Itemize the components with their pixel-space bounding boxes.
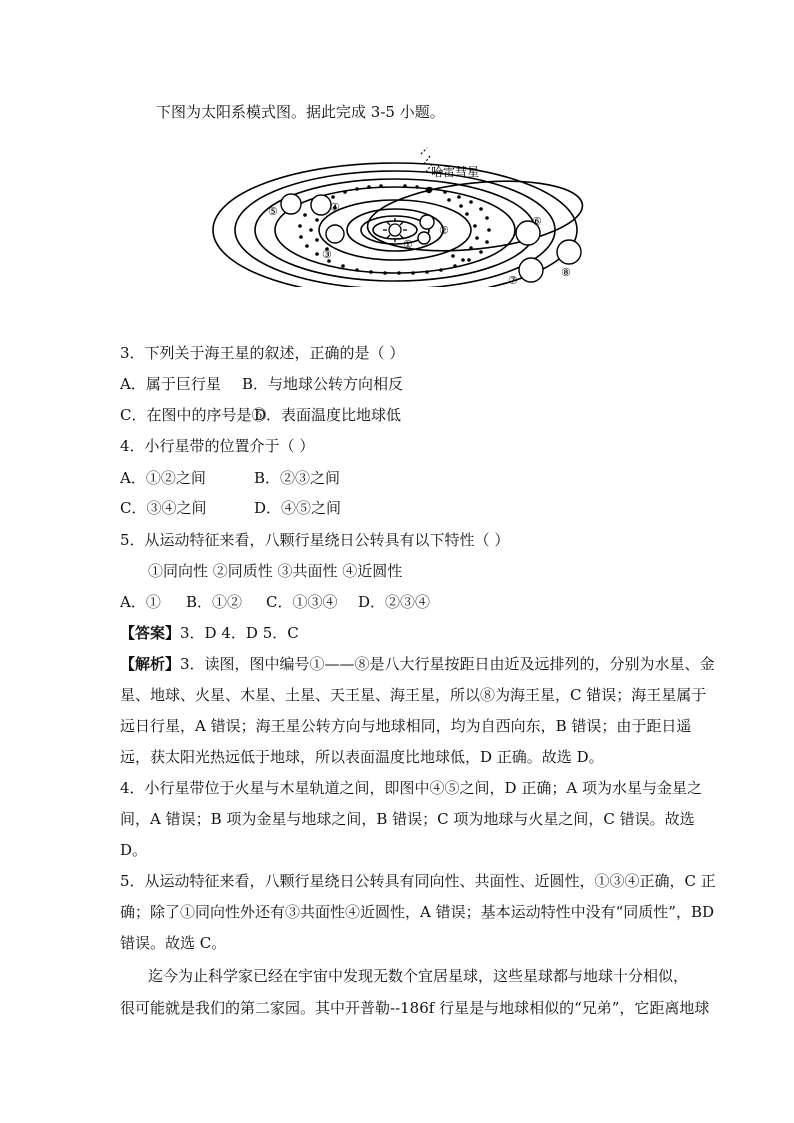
q5-option-b: B．①② [186,593,243,611]
analysis-line-6: 间，A 错误；B 项为金星与地球之间，B 错误；C 项为地球与火星之间，C 错误。故选 [120,810,695,828]
analysis-line-3: 远日行星，A 错误；海王星公转方向与地球相同，均为自西向东，B 错误；由于距日遥 [120,717,692,735]
q4-option-b: B．②③之间 [254,469,341,487]
q3-option-a: A．属于巨行星 [120,375,221,393]
planet-label-6: ⑥ [532,215,542,228]
answer-label: 【答案】 [120,624,181,642]
q5-option-d: D．②③④ [358,593,431,611]
q3-option-d: D．表面温度比地球低 [254,406,402,424]
q4-option-d: D．④⑤之间 [254,499,342,517]
q5-options [120,592,431,612]
planet-7 [519,258,543,282]
planet-label-2: ② [439,224,449,237]
planet-3 [326,225,344,243]
intro-text: 下图为太阳系模式图。据此完成 3-5 小题。 [156,103,445,121]
planet-label-1: ① [403,238,413,251]
q5-option-a: A．① [120,593,161,611]
planet-5 [281,194,301,214]
planet-label-7: ⑦ [508,274,518,287]
planet-8 [557,240,581,264]
q4-option-c: C．③④之间 [120,499,207,517]
analysis-text-1: 3．读图，图中编号①——⑧是八大行星按距日由近及远排列的，分别为水星、金 [180,655,715,673]
answer-text: 3．D 4．D 5．C [180,624,299,642]
q3-option-b: B．与地球公转方向相反 [242,375,404,393]
analysis-line-7: D。 [120,841,148,859]
q3-options-row2 [120,405,402,425]
q5-option-c: C．①③④ [266,593,338,611]
analysis-line-2: 星、地球、火星、木星、土星、天王星、海王星，所以⑧为海王星，C 错误；海王星属于 [120,686,707,704]
planet-2 [420,215,434,229]
planet-label-4: ④ [330,201,340,214]
q5-features: ①同向性 ②同质性 ③共面性 ④近圆性 [148,562,403,580]
q3-options-row1 [120,374,404,394]
q5-stem: 5．从运动特征来看，八颗行星绕日公转具有以下特性（ ） [120,531,510,549]
answer-line [120,623,299,643]
q4-option-a: A．①②之间 [120,469,206,487]
analysis-label: 【解析】 [120,655,181,673]
passage-line-2: 很可能就是我们的第二家园。其中开普勒--186f 行星是与地球相似的“兄弟”，它距离地球 [120,999,710,1017]
planet-4 [311,195,331,215]
analysis-line-1 [120,654,715,674]
q3-stem: 3．下列关于海王星的叙述，正确的是（ ） [120,344,405,362]
planet-label-5: ⑤ [268,205,278,218]
planet-label-8: ⑧ [561,266,571,279]
analysis-line-4: 远，获太阳光热远低于地球，所以表面温度比地球低，D 正确。故选 D。 [120,748,604,766]
analysis-line-10: 错误。故选 C。 [120,934,227,952]
analysis-line-9: 确；除了①同向性外还有③共面性④近圆性，A 错误；基本运动特性中没有“同质性”，BD [120,903,714,921]
q4-options-row1 [120,468,341,488]
planet-1 [418,232,430,244]
q4-stem: 4．小行星带的位置介于（ ） [120,437,315,455]
analysis-line-8: 5．从运动特征来看，八颗行星绕日公转具有同向性、共面性、近圆性，①③④正确，C 正 [120,872,716,890]
comet-label: 哈雷彗星 [431,165,480,179]
passage-line-1: 迄今为止科学家已经在宇宙中发现无数个宜居星球，这些星球都与地球十分相似， [148,967,689,985]
q4-options-row2 [120,498,342,518]
q3-option-c: C．在图中的序号是⑥ [120,406,267,424]
planet-label-3: ③ [322,248,332,261]
solar-system-diagram [205,142,605,287]
analysis-line-5: 4．小行星带位于火星与木星轨道之间，即图中④⑤之间，D 正确；A 项为水星与金星之 [120,779,702,797]
